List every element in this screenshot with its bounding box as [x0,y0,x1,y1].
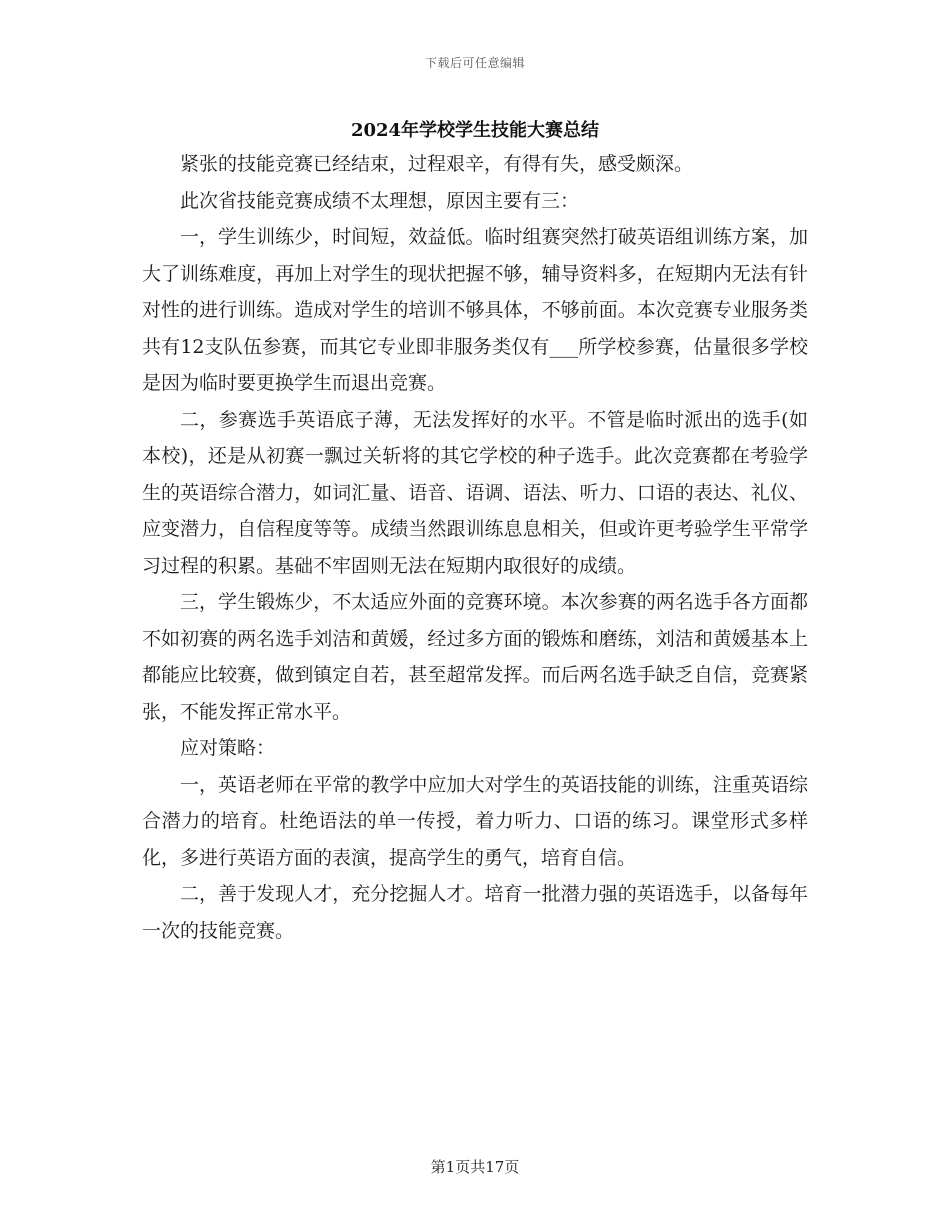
paragraph-strategy-one: 一，英语老师在平常的教学中应加大对学生的英语技能的训练，注重英语综合潜力的培育。杜绝语法的单一传授，着力听力、口语的练习。课堂形式多样化，多进行英语方面的表演，提高学生的勇气，培育自信。 [142,773,808,869]
document-title: 2024年学校学生技能大赛总结 [350,120,600,141]
page-number: 第1页共17页 [430,1158,520,1176]
paragraph-strategy-heading: 应对策略： [180,737,276,759]
paragraph-strategy-two: 二，善于发现人才，充分挖掘人才。培育一批潜力强的英语选手，以备每年一次的技能竞赛。 [142,883,808,942]
paragraph-reason-two: 二，参赛选手英语底子薄，无法发挥好的水平。不管是临时派出的选手(如本校)，还是从初赛一飘过关斩将的其它学校的种子选手。此次竞赛都在考验学生的英语综合潜力，如词汇量、语音、语调、语法、听力、口语的表达、礼仪、应变潜力，自信程度等等。成绩当然跟训练息息相关，但或许更考验学生平常学习过程的积累。基础不牢固则无法在短期内取很好的成绩。 [142,408,808,577]
paragraph-reason-three: 三，学生锻炼少，不太适应外面的竞赛环境。本次参赛的两名选手各方面都不如初赛的两名选手刘洁和黄媛，经过多方面的锻炼和磨练，刘洁和黄媛基本上都能应比较赛，做到镇定自若，甚至超常发挥。而后两名选手缺乏自信，竞赛紧张，不能发挥正常水平。 [142,591,808,723]
paragraph-reason-one: 一，学生训练少，时间短，效益低。临时组赛突然打破英语组训练方案，加大了训练难度，再加上对学生的现状把握不够，辅导资料多，在短期内无法有针对性的进行训练。造成对学生的培训不够具体，不够前面。本次竞赛专业服务类共有12支队伍参赛，而其它专业即非服务类仅有___所学校参赛，估量很多学校是因为临时要更换学生而退出竞赛。 [142,226,808,394]
paragraph-reasons-lead: 此次省技能竞赛成绩不太理想，原因主要有三： [180,189,580,212]
paragraph-intro: 紧张的技能竞赛已经结束，过程艰辛，有得有失，感受颇深。 [180,153,694,175]
page-header-note: 下载后可任意编辑 [424,56,525,70]
document-body [142,146,808,949]
